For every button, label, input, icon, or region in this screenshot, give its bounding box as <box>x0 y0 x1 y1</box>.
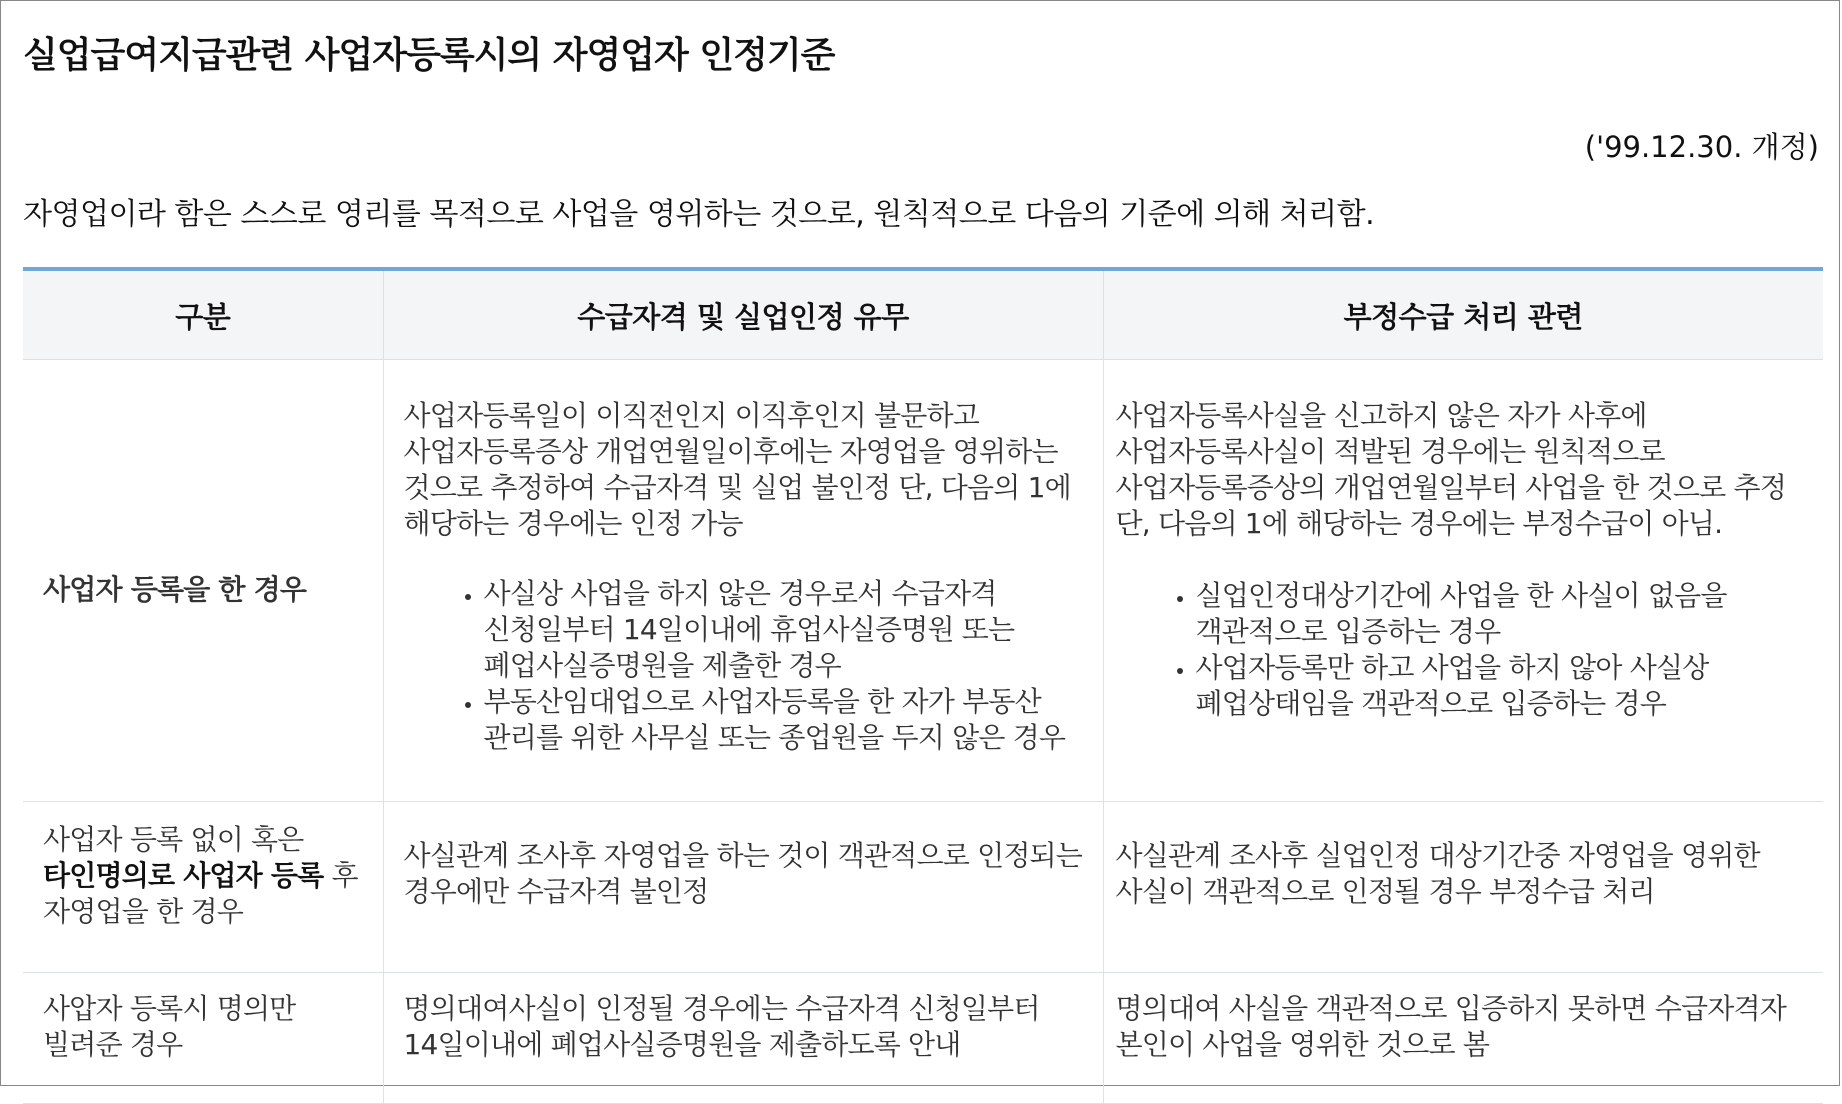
row1-fraud-text: 사업자등록사실을 신고하지 않은 자가 사후에 사업자등록사실이 적발된 경우에는 원칙적으로 사업자등록증상의 개업연월일부터 사업을 한 것으로 추정 단, 다음의 1에 해당하는 경우에는 부정수급이 아님. <box>1115 399 1786 540</box>
row1-fraud-list <box>1116 578 1814 722</box>
header-eligibility: 수급자격 및 실업인정 유무 <box>383 269 1103 360</box>
table-row <box>23 802 1823 973</box>
row3-fraud: 명의대여 사실을 객관적으로 입증하지 못하면 수급자격자 본인이 사업을 영위한 것으로 봄 <box>1103 973 1823 1104</box>
row1-category <box>23 360 383 802</box>
list-item: • 사실상 사업을 하지 않은 경우로서 수급자격 신청일부터 14일이내에 휴업사실증명원 또는 폐업사실증명원을 제출한 경우 <box>484 576 1093 684</box>
row2-category <box>23 802 383 973</box>
row1-category-text: 사업자 등록을 한 경우 <box>43 572 307 606</box>
page-title: 실업급여지급관련 사업자등록시의 자영업자 인정기준 <box>23 35 835 76</box>
row1-fraud <box>1103 360 1823 802</box>
row2-category-bold: 타인명의로 사업자 등록 <box>43 859 324 892</box>
table-header-row <box>23 269 1823 360</box>
list-item: • 사업자등록만 하고 사업을 하지 않아 사실상 폐업상태임을 객관적으로 입증하는 경우 <box>1196 650 1814 722</box>
row2-eligibility: 사실관계 조사후 자영업을 하는 것이 객관적으로 인정되는 경우에만 수급자격 불인정 <box>383 802 1103 973</box>
row3-eligibility: 명의대여사실이 인정될 경우에는 수급자격 신청일부터 14일이내에 폐업사실증명원을 제출하도록 안내 <box>383 973 1103 1104</box>
revision-date: ('99.12.30. 개정) <box>1584 130 1819 164</box>
row2-category-prefix: 사업자 등록 없이 혹은 <box>43 823 304 856</box>
row1-eligibility <box>383 360 1103 802</box>
row1-eligibility-list <box>404 576 1093 756</box>
list-item: • 부동산임대업으로 사업자등록을 한 자가 부동산 관리를 위한 사무실 또는 종업원을 두지 않은 경우 <box>484 684 1093 756</box>
header-category: 구분 <box>23 269 383 360</box>
list-item: • 실업인정대상기간에 사업을 한 사실이 없음을 객관적으로 입증하는 경우 <box>1196 578 1814 650</box>
table-row <box>23 973 1823 1104</box>
intro-text: 자영업이라 함은 스스로 영리를 목적으로 사업을 영위하는 것으로, 원칙적으로 다음의 기준에 의해 처리함. <box>23 197 1375 232</box>
table-row <box>23 360 1823 802</box>
row1-eligibility-text: 사업자등록일이 이직전인지 이직후인지 불문하고 사업자등록증상 개업연월일이후에는 자영업을 영위하는 것으로 추정하여 수급자격 및 실업 불인정 단, 다음의 1에 해당하는 경우에는 인정 가능 <box>403 399 1071 540</box>
row3-category: 사압자 등록시 명의만 빌려준 경우 <box>23 973 383 1104</box>
header-fraud: 부정수급 처리 관련 <box>1103 269 1823 360</box>
row2-category-suffix: 후 자영업을 한 경우 <box>43 859 358 928</box>
row2-fraud: 사실관계 조사후 실업인정 대상기간중 자영업을 영위한 사실이 객관적으로 인정될 경우 부정수급 처리 <box>1103 802 1823 973</box>
criteria-table <box>23 267 1823 1104</box>
